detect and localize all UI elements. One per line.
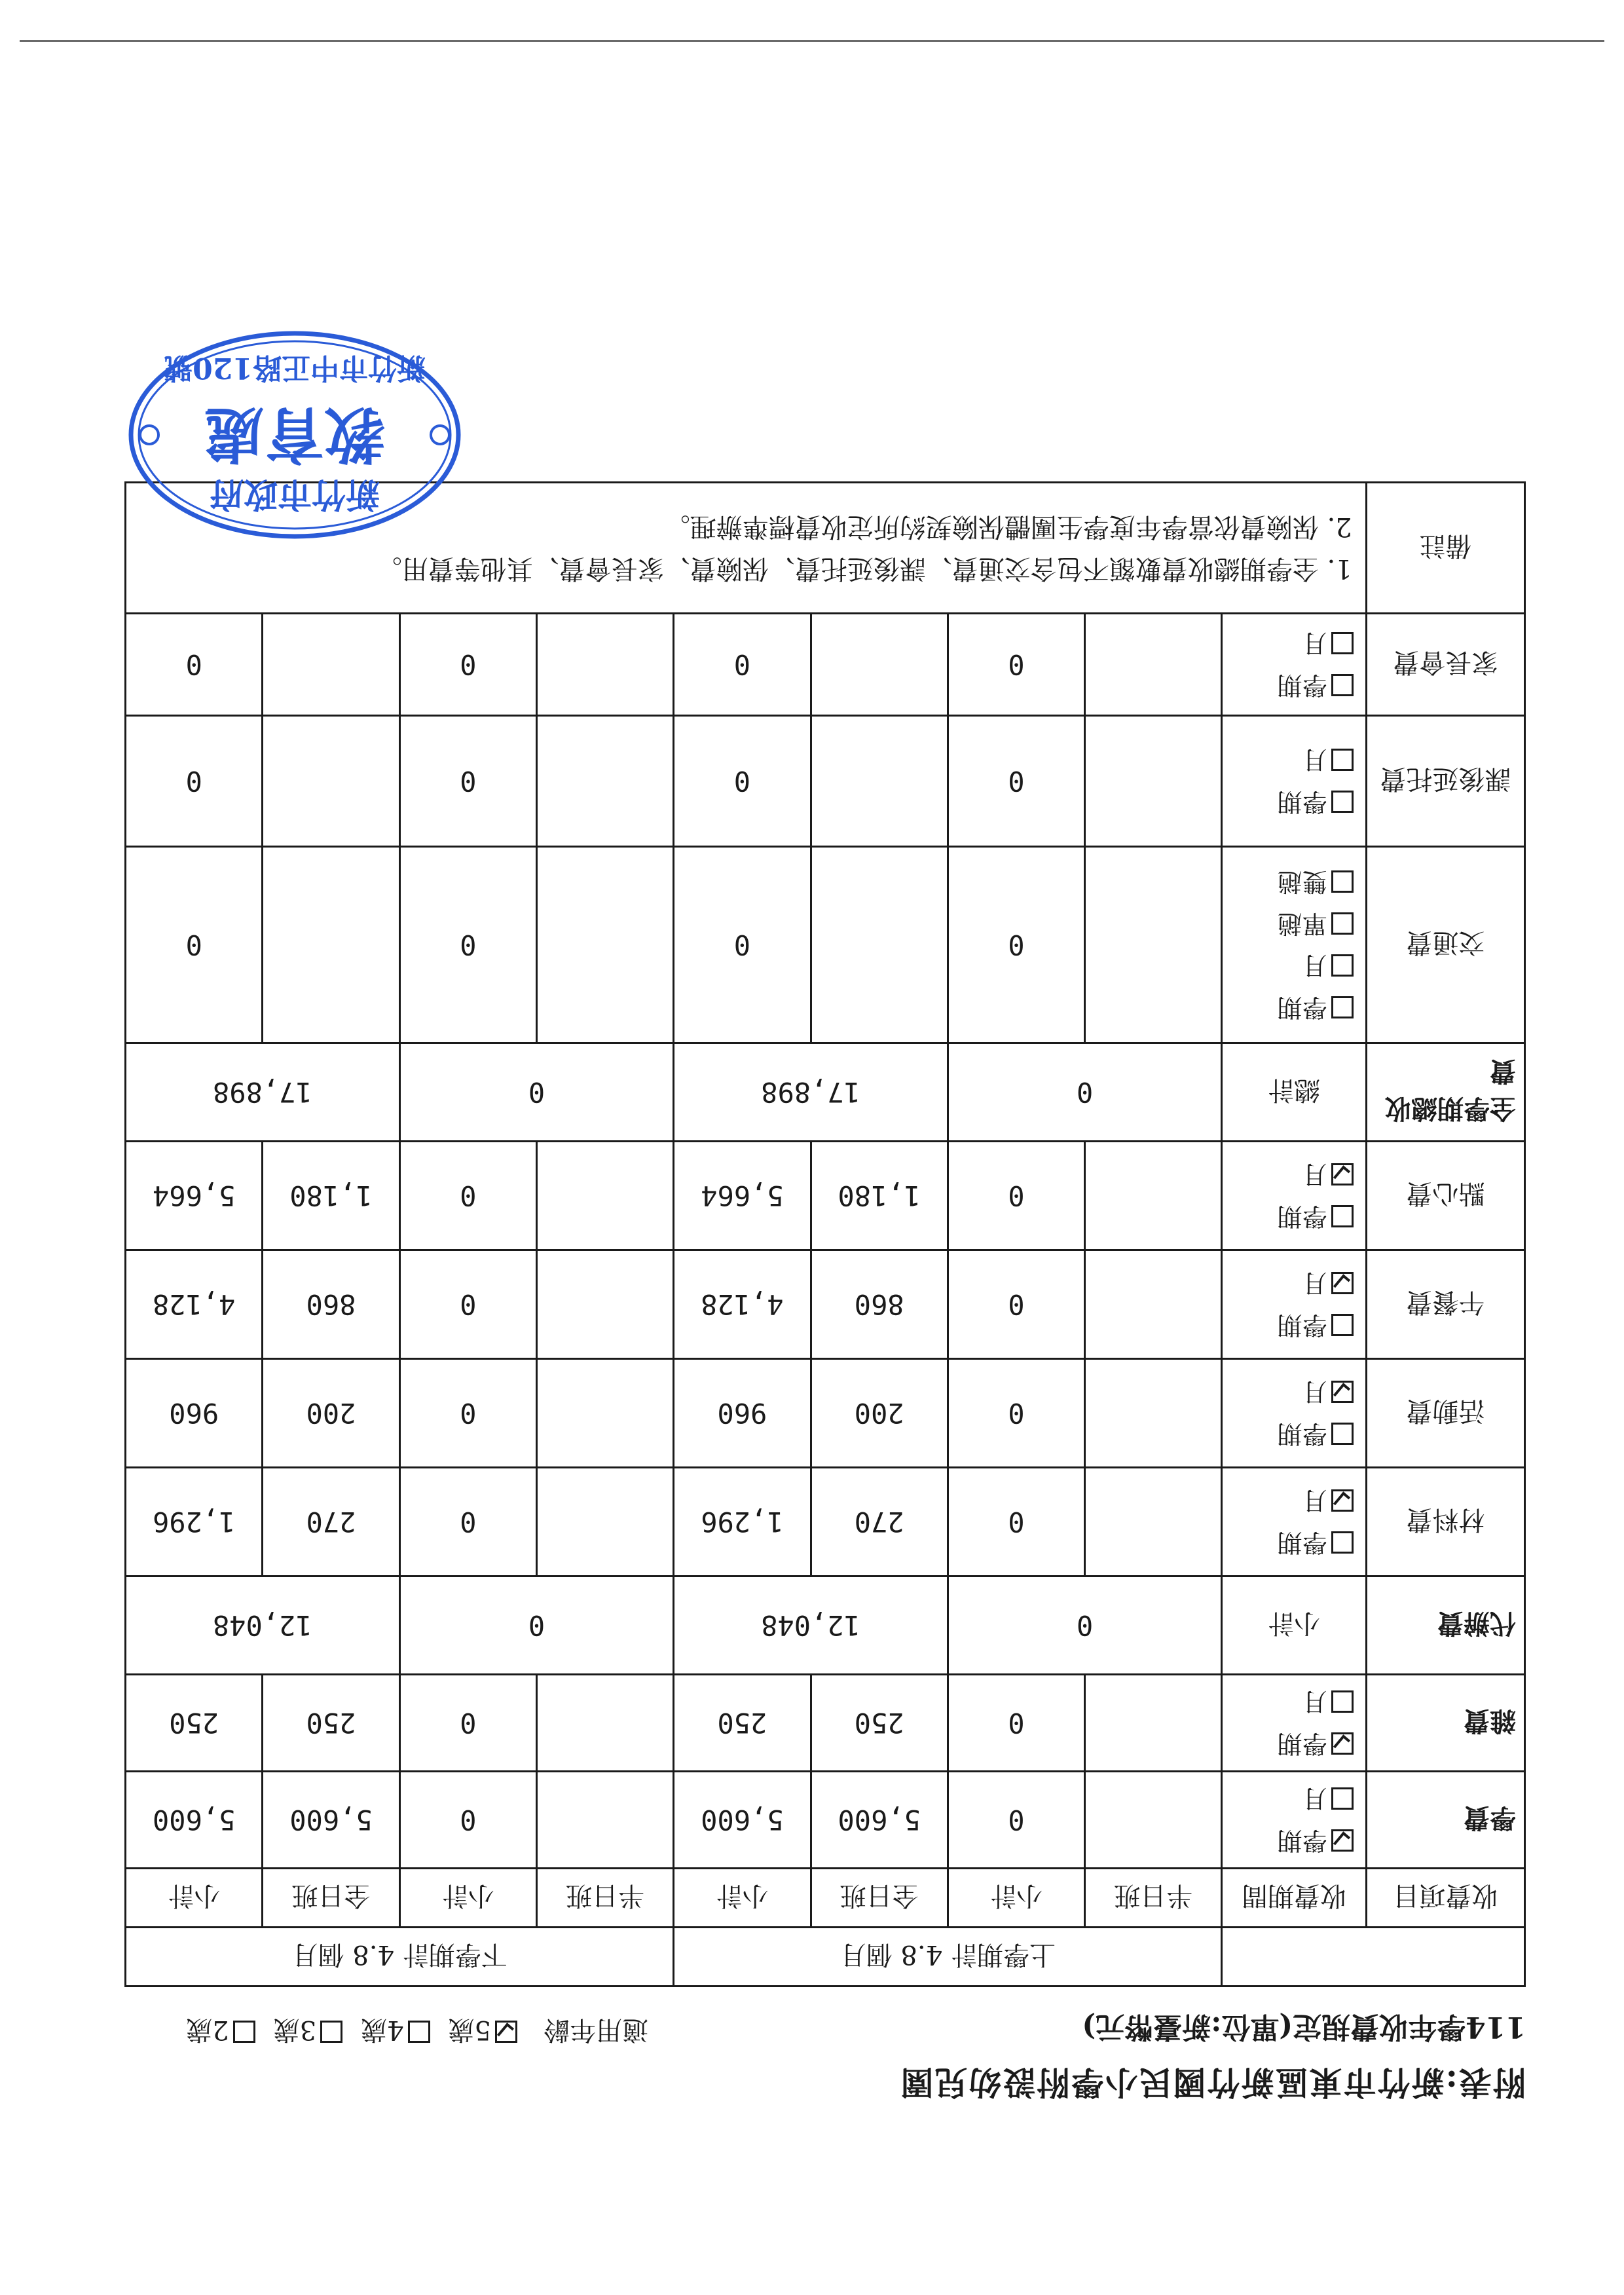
checkbox-icon [1331,1691,1354,1713]
period-option[interactable] [1223,1371,1353,1413]
fee-value-cell: 0 [674,716,811,847]
summary-value: 17,898 [674,1043,948,1142]
table-row [126,1468,1525,1577]
table-row [126,1675,1525,1772]
official-seal-stamp [124,327,465,543]
fee-table-body [126,483,1525,1987]
summary-value: 0 [948,1043,1222,1142]
period-option[interactable] [1223,861,1353,903]
fee-value-cell [536,1675,673,1772]
period-option[interactable] [1223,1263,1353,1305]
fee-value-cell [1085,716,1222,847]
fee-value-cell: 1,180 [811,1142,948,1250]
fee-value-cell: 200 [811,1359,948,1468]
fee-value-cell: 4,128 [126,1250,263,1359]
period-option[interactable] [1223,739,1353,781]
column-header: 收費項目 [1366,1869,1524,1928]
fee-value-cell: 4,128 [674,1250,811,1359]
summary-label: 小計 [1222,1577,1366,1675]
fee-value-cell: 0 [948,716,1084,847]
billing-period-cell [1222,1250,1366,1359]
fee-item-label: 學費 [1366,1772,1524,1869]
scan-edge-line [20,40,1604,42]
period-option-label: 學期 [1277,1729,1327,1759]
fee-value-cell [536,1772,673,1869]
checkbox-icon [1331,913,1354,935]
checked-checkbox-icon [1331,1273,1354,1295]
fee-value-cell [811,716,948,847]
note-line: 2. 保險費依當學年度學生團體保險契約所定收費標準辦理。 [663,512,1352,542]
period-option[interactable] [1223,1480,1353,1522]
column-header: 收費期間 [1222,1869,1366,1928]
fee-item-label: 交通費 [1366,847,1524,1043]
column-header-row [126,1869,1525,1928]
notes-label: 備註 [1366,483,1524,614]
fee-value-cell: 0 [399,1359,536,1468]
period-option[interactable] [1223,1681,1353,1723]
checkbox-icon [1331,997,1354,1019]
checkbox-icon [408,2021,430,2043]
fee-value-cell: 0 [399,1675,536,1772]
summary-value: 0 [948,1577,1222,1675]
fee-value-cell: 0 [399,1468,536,1577]
semester-header: 下學期計 4.8 個月 [126,1928,674,1987]
period-option[interactable] [1223,1723,1353,1765]
semester-header-row [126,1928,1525,1987]
period-option-label: 月 [1302,1160,1327,1189]
billing-period-cell [1222,1142,1366,1250]
fee-value-cell: 860 [811,1250,948,1359]
fee-item-label: 代辦費 [1366,1577,1524,1675]
period-option-label: 月 [1302,1784,1327,1814]
table-row [126,1250,1525,1359]
fee-value-cell: 0 [948,1675,1084,1772]
fee-value-cell [536,1250,673,1359]
age-selector [168,2013,648,2051]
age-option-label: 2歲 [186,2015,229,2045]
fee-value-cell [811,847,948,1043]
note-line: 1. 全學期總收費數額不包含交通費、課後延托費、保險費、家長會費、其他等費用。 [375,553,1352,584]
fee-value-cell: 1,296 [126,1468,263,1577]
period-option-label: 月 [1302,951,1327,980]
page-title: 附表:新竹市東區新竹國民小學附設幼兒園 [899,2063,1526,2102]
checkbox-icon [1331,1423,1354,1446]
period-option-label: 學期 [1277,1528,1327,1558]
summary-label: 總計 [1222,1043,1366,1142]
period-option-label: 單趟 [1277,909,1327,939]
period-option-label: 月 [1302,1377,1327,1407]
summary-value: 17,898 [126,1043,400,1142]
seal-top-text: 新竹市政府 [209,474,380,514]
table-row [126,1359,1525,1468]
period-option[interactable] [1223,1305,1353,1347]
billing-period-cell [1222,716,1366,847]
fee-value-cell: 1,296 [674,1468,811,1577]
fee-value-cell: 0 [126,847,263,1043]
fee-item-label: 雜費 [1366,1675,1524,1772]
checked-checkbox-icon [1331,1490,1354,1512]
fee-value-cell: 0 [948,614,1084,716]
fee-value-cell [1085,847,1222,1043]
period-option[interactable] [1223,1522,1353,1564]
period-option[interactable] [1223,1154,1353,1196]
fee-item-label: 材料費 [1366,1468,1524,1577]
fee-item-label: 課後延托費 [1366,716,1524,847]
age-label: 適用年齡 [544,2015,648,2045]
checked-checkbox-icon [1331,1830,1354,1852]
fee-value-cell: 5,600 [263,1772,399,1869]
fee-value-cell: 200 [263,1359,399,1468]
period-option[interactable] [1223,945,1353,987]
fee-value-cell: 0 [399,1772,536,1869]
checkbox-icon [1331,955,1354,977]
period-option-label: 學期 [1277,671,1327,700]
checkbox-icon [1331,1206,1354,1228]
fee-value-cell: 0 [948,1468,1084,1577]
seal-center-text: 教育處 [204,399,386,470]
period-option-label: 學期 [1277,1826,1327,1856]
checkbox-icon [1331,1315,1354,1337]
checkbox-icon [233,2021,255,2043]
fee-item-label: 活動費 [1366,1359,1524,1468]
billing-period-cell [1222,847,1366,1043]
age-option-label: 3歲 [273,2015,317,2045]
fee-subtitle: 114學年收費規定(單位:新臺幣元) [1082,2010,1526,2043]
table-row [126,1577,1525,1675]
period-option-label: 月 [1302,1269,1327,1298]
period-option-label: 月 [1302,1486,1327,1516]
fee-value-cell [263,847,399,1043]
period-option[interactable] [1223,665,1353,707]
period-option-label: 學期 [1277,787,1327,817]
fee-value-cell: 0 [674,847,811,1043]
fee-value-cell: 960 [674,1359,811,1468]
column-header: 小計 [399,1869,536,1928]
summary-value: 12,048 [674,1577,948,1675]
column-header: 小計 [948,1869,1084,1928]
fee-value-cell [1085,1250,1222,1359]
period-option[interactable] [1223,987,1353,1029]
age-option-5[interactable] [449,2013,517,2051]
age-option-label: 5歲 [448,2015,491,2045]
table-row [126,847,1525,1043]
period-option-label: 月 [1302,629,1327,658]
billing-period-cell [1222,1675,1366,1772]
fee-value-cell [811,614,948,716]
checkbox-icon [1331,633,1354,655]
flower-icon [140,426,158,444]
checked-checkbox-icon [1331,1733,1354,1755]
billing-period-cell [1222,1772,1366,1869]
period-option[interactable] [1223,1778,1353,1820]
fee-value-cell: 0 [674,614,811,716]
table-row [126,1142,1525,1250]
column-header: 小計 [674,1869,811,1928]
fee-value-cell: 250 [811,1675,948,1772]
fee-value-cell: 0 [948,1142,1084,1250]
checkbox-icon [320,2021,342,2043]
flower-icon [431,426,449,444]
billing-period-cell [1222,1468,1366,1577]
age-option-2[interactable] [186,2013,255,2051]
age-option-label: 4歲 [361,2015,404,2045]
period-option-label: 學期 [1277,1311,1327,1340]
fee-value-cell: 0 [126,614,263,716]
fee-value-cell [536,1359,673,1468]
checked-checkbox-icon [1331,1164,1354,1186]
period-option[interactable] [1223,1413,1353,1455]
summary-value: 0 [399,1043,674,1142]
fee-value-cell: 0 [399,1250,536,1359]
table-row [126,1043,1525,1142]
fee-value-cell: 250 [126,1675,263,1772]
fee-value-cell [1085,614,1222,716]
fee-value-cell [536,716,673,847]
fee-value-cell: 5,600 [674,1772,811,1869]
fee-value-cell [1085,1468,1222,1577]
checkbox-icon [1331,791,1354,813]
fee-item-label: 家長會費 [1366,614,1524,716]
fee-value-cell: 0 [399,614,536,716]
fee-value-cell: 0 [126,716,263,847]
checked-checkbox-icon [495,2021,517,2043]
summary-value: 0 [399,1577,674,1675]
table-row [126,1772,1525,1869]
period-option-label: 學期 [1277,1419,1327,1449]
fee-value-cell: 0 [948,1359,1084,1468]
column-header: 小計 [126,1869,263,1928]
fee-value-cell: 0 [948,847,1084,1043]
checked-checkbox-icon [1331,1381,1354,1404]
fee-value-cell [536,1142,673,1250]
fee-value-cell [1085,1359,1222,1468]
fee-table [124,481,1526,1987]
fee-value-cell: 860 [263,1250,399,1359]
column-header: 全日班 [811,1869,948,1928]
fee-value-cell [536,847,673,1043]
fee-value-cell [1085,1142,1222,1250]
fee-value-cell [263,716,399,847]
period-option-label: 學期 [1277,993,1327,1022]
column-header: 半日班 [1085,1869,1222,1928]
checkbox-icon [1331,749,1354,772]
summary-value: 12,048 [126,1577,400,1675]
age-option-3[interactable] [274,2013,342,2051]
table-row [126,716,1525,847]
fee-value-cell [1085,1675,1222,1772]
fee-value-cell: 960 [126,1359,263,1468]
column-header: 半日班 [536,1869,673,1928]
fee-value-cell: 270 [811,1468,948,1577]
fee-value-cell: 5,664 [126,1142,263,1250]
fee-value-cell [263,614,399,716]
fee-value-cell: 0 [948,1250,1084,1359]
fee-value-cell: 1,180 [263,1142,399,1250]
period-option[interactable] [1223,903,1353,945]
fee-value-cell: 270 [263,1468,399,1577]
fee-value-cell: 250 [674,1675,811,1772]
fee-value-cell: 5,600 [811,1772,948,1869]
fee-value-cell: 0 [399,1142,536,1250]
column-header: 全日班 [263,1869,399,1928]
fee-value-cell: 0 [399,716,536,847]
period-option-label: 學期 [1277,1202,1327,1231]
fee-value-cell: 0 [399,847,536,1043]
fee-item-label: 全學期總收費 [1366,1043,1524,1142]
period-option-label: 月 [1302,745,1327,775]
table-row [126,614,1525,716]
period-option[interactable] [1223,1196,1353,1238]
fee-value-cell: 250 [263,1675,399,1772]
fee-value-cell [536,614,673,716]
billing-period-cell [1222,1359,1366,1468]
period-option-label: 雙趟 [1277,867,1327,897]
checkbox-icon [1331,1788,1354,1810]
fee-item-label: 午餐費 [1366,1250,1524,1359]
period-option[interactable] [1223,1820,1353,1862]
checkbox-icon [1331,675,1354,697]
period-option-label: 月 [1302,1687,1327,1717]
age-option-4[interactable] [361,2013,430,2051]
blank-header-cell [1222,1928,1525,1987]
billing-period-cell [1222,614,1366,716]
fee-item-label: 點心費 [1366,1142,1524,1250]
checkbox-icon [1331,871,1354,893]
checkbox-icon [1331,1532,1354,1554]
period-option[interactable] [1223,623,1353,665]
seal-address-text: 新竹市中正路120號 [164,351,426,384]
fee-value-cell [536,1468,673,1577]
fee-value-cell: 5,664 [674,1142,811,1250]
semester-header: 上學期計 4.8 個月 [674,1928,1222,1987]
fee-value-cell [1085,1772,1222,1869]
fee-value-cell: 0 [948,1772,1084,1869]
period-option[interactable] [1223,781,1353,823]
fee-value-cell: 5,600 [126,1772,263,1869]
